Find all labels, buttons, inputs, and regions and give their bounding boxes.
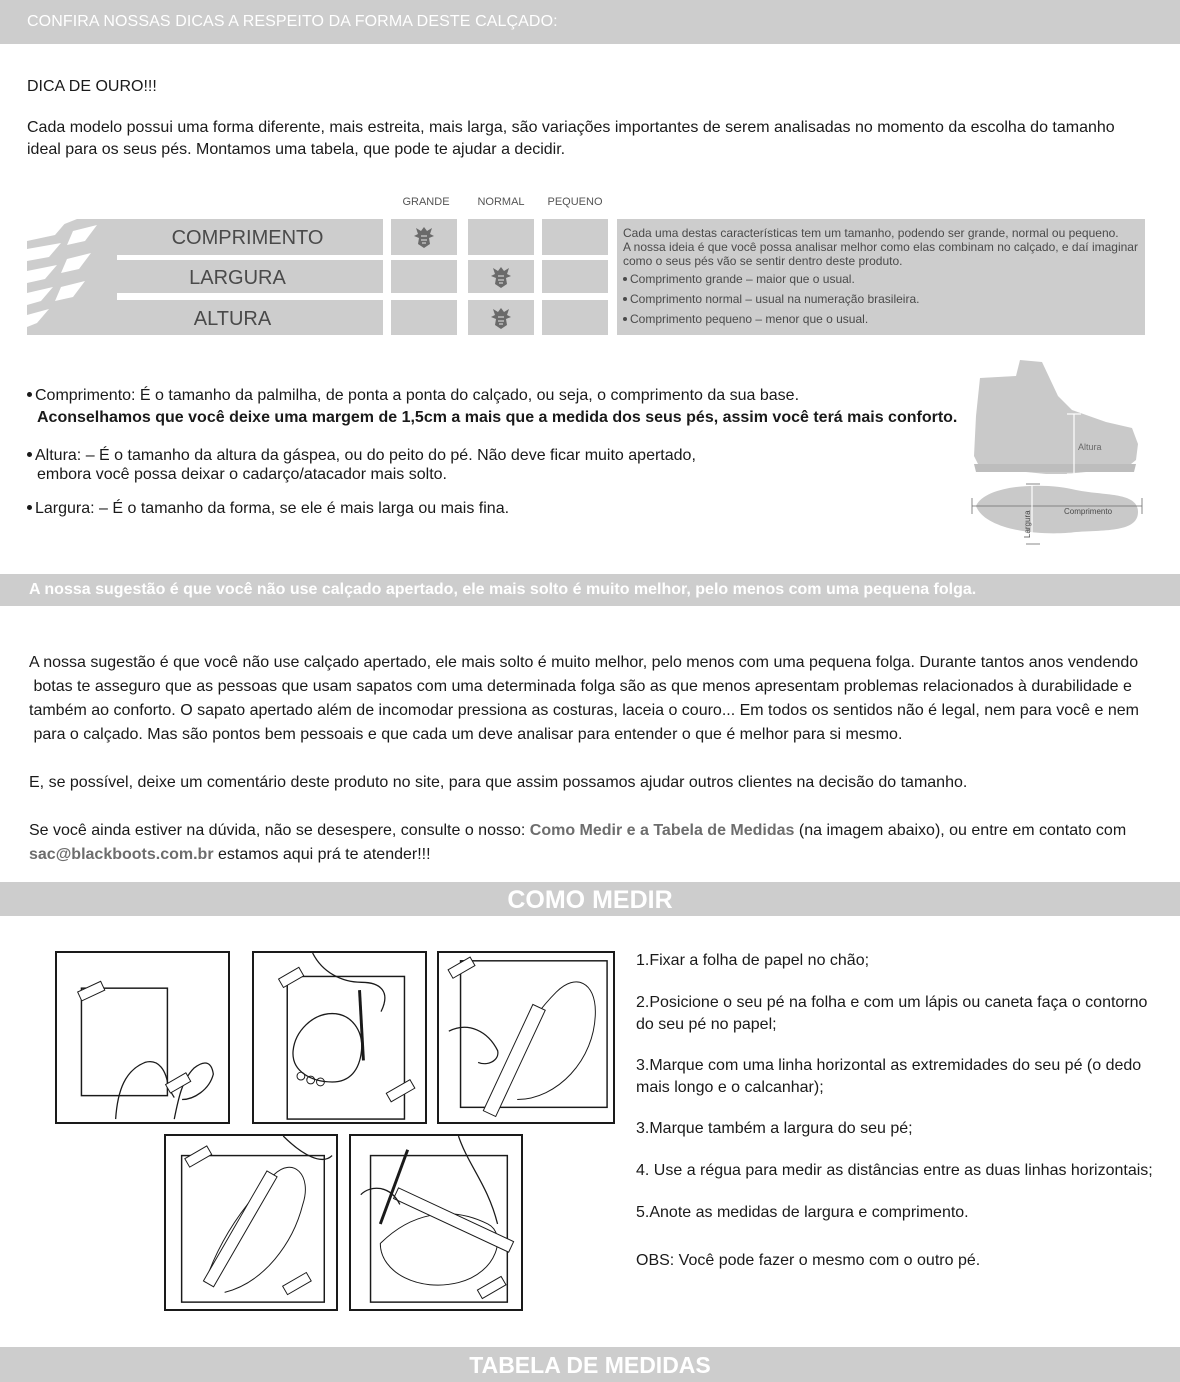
- comment-request: E, se possível, deixe um comentário deste produto no site, para que assim possamos ajudar outros clientes na decisão do tamanho.: [29, 774, 968, 791]
- cell-comprimento-normal: [468, 219, 534, 255]
- cell-largura-normal: [468, 260, 534, 293]
- row-label-largura: LARGURA: [92, 260, 383, 293]
- cell-altura-pequeno: [542, 300, 608, 335]
- boot-tread-icon: [490, 306, 512, 330]
- col-header-grande: GRANDE: [402, 196, 450, 208]
- definition-altura-line-2: embora você possa deixar o cadarço/atacador mais solto.: [37, 466, 447, 483]
- tip-title: DICA DE OURO!!!: [27, 78, 157, 95]
- boot-side-silhouette: [974, 360, 1138, 474]
- info-line-1: Cada uma destas características tem um tamanho, podendo ser grande, normal ou pequeno.: [623, 226, 1119, 240]
- suggestion-bar: [0, 574, 1180, 606]
- intro-line-2: ideal para os seus pés. Montamos uma tabela, que pode te ajudar a decidir.: [27, 141, 566, 158]
- info-bullet: Comprimento pequeno – menor que o usual.: [623, 312, 1139, 326]
- definition-largura: Largura: – É o tamanho da forma, se ele é mais larga ou mais fina.: [27, 498, 927, 520]
- suggestion-line-2: botas te asseguro que as pessoas que usam sapatos com uma determinada folga são as que menos apresentam problemas relacionados à durabilidade e: [29, 678, 1132, 695]
- cell-altura-normal: [468, 300, 534, 335]
- step-illustration-2: [252, 951, 427, 1124]
- step-item: 2.Posicione o seu pé na folha e com um lápis ou caneta faça o contorno do seu pé no papel;: [636, 994, 1148, 1033]
- step-item: 4. Use a régua para medir as distâncias entre as duas linhas horizontais;: [636, 1162, 1153, 1179]
- comprimento-label: Comprimento: [1064, 507, 1113, 516]
- row-label-altura: ALTURA: [82, 300, 383, 335]
- fit-info-box: [617, 219, 1145, 335]
- info-line-3: como o seus pés vão se sentir dentro deste produto.: [623, 254, 903, 268]
- tabela-medidas-bar: [0, 1347, 1180, 1382]
- sole-top-silhouette: [976, 486, 1138, 534]
- contact-line-1: Se você ainda estiver na dúvida, não se desespere, consulte o nosso: Como Medir e a Tabela de Medidas (na imagem abaixo), ou entre em contato com: [29, 822, 1127, 839]
- header-title: CONFIRA NOSSAS DICAS A RESPEITO DA FORMA DESTE CALÇADO:: [27, 13, 558, 30]
- como-medir-bar: [0, 882, 1180, 916]
- definition-comprimento: Comprimento: É o tamanho da palmilha, de ponta a ponta do calçado, ou seja, o comprimento da sua base.: [27, 385, 967, 407]
- intro-line-1: Cada modelo possui uma forma diferente, mais estreita, mais larga, são variações importantes de serem analisadas no momento da escolha do tamanho: [27, 119, 1115, 136]
- step-obs: OBS: Você pode fazer o mesmo com o outro pé.: [636, 1252, 981, 1269]
- step-item: 1.Fixar a folha de papel no chão;: [636, 952, 870, 969]
- row-label-comprimento: COMPRIMENTO: [112, 219, 383, 255]
- boot-measurement-diagram: [966, 356, 1146, 552]
- suggestion-line-3: também ao conforto. O sapato apertado além de incomodar pressiona as costuras, laceia o couro... Em todos os sentidos não é legal, nem para você e nem: [29, 702, 1139, 719]
- cell-altura-grande: [391, 300, 457, 335]
- cell-largura-grande: [391, 260, 457, 293]
- col-header-pequeno: PEQUENO: [547, 196, 603, 208]
- definition-comprimento-advice: Aconselhamos que você deixe uma margem de 1,5cm a mais que a medida dos seus pés, assim você terá mais conforto.: [37, 409, 958, 426]
- step-item: 3.Marque também a largura do seu pé;: [636, 1120, 913, 1137]
- cell-comprimento-pequeno: [542, 219, 608, 255]
- suggestion-line-1: A nossa sugestão é que você não use calçado apertado, ele mais solto é muito melhor, pelo menos com uma pequena folga. Durante tantos anos vendendo: [29, 654, 1139, 671]
- info-bullet: Comprimento grande – maior que o usual.: [623, 272, 1139, 286]
- tabela-medidas-title: TABELA DE MEDIDAS: [469, 1352, 711, 1378]
- info-bullet: Comprimento normal – usual na numeração brasileira.: [623, 292, 1139, 306]
- step-illustration-4: [164, 1134, 338, 1311]
- email-link[interactable]: sac@blackboots.com.br: [29, 846, 214, 863]
- suggestion-line-4: para o calçado. Mas são pontos bem pessoais e que cada um deve analisar para entender o que é melhor para si mesmo.: [29, 726, 903, 743]
- step-item: 5.Anote as medidas de largura e comprimento.: [636, 1204, 969, 1221]
- col-header-normal: NORMAL: [477, 196, 525, 208]
- step-item: 3.Marque com uma linha horizontal as extremidades do seu pé (o dedo mais longo e o calcanhar);: [636, 1057, 1142, 1096]
- step-illustration-5: [349, 1134, 523, 1311]
- contact-line-2: sac@blackboots.com.br estamos aqui prá te atender!!!: [29, 846, 431, 863]
- header-bar: [0, 0, 1180, 44]
- como-medir-title: COMO MEDIR: [507, 886, 673, 914]
- suggestion-bar-text: A nossa sugestão é que você não use calçado apertado, ele mais solto é muito melhor, pelo menos com uma pequena folga.: [29, 581, 977, 598]
- largura-label: Largura: [1023, 510, 1032, 538]
- como-medir-link[interactable]: Como Medir e a Tabela de Medidas: [529, 822, 795, 839]
- info-line-2: A nossa ideia é que você possa analisar melhor como elas combinam no calçado, e daí imaginar: [623, 240, 1138, 254]
- boot-tread-icon: [413, 225, 435, 249]
- boot-tread-icon: [490, 265, 512, 289]
- cell-largura-pequeno: [542, 260, 608, 293]
- altura-label: Altura: [1078, 442, 1102, 452]
- cell-comprimento-grande: [391, 219, 457, 255]
- step-illustration-3: [437, 951, 615, 1124]
- definition-altura: Altura: – É o tamanho da altura da gáspea, ou do peito do pé. Não deve ficar muito apertado,: [27, 445, 927, 467]
- step-illustration-1: [55, 951, 230, 1124]
